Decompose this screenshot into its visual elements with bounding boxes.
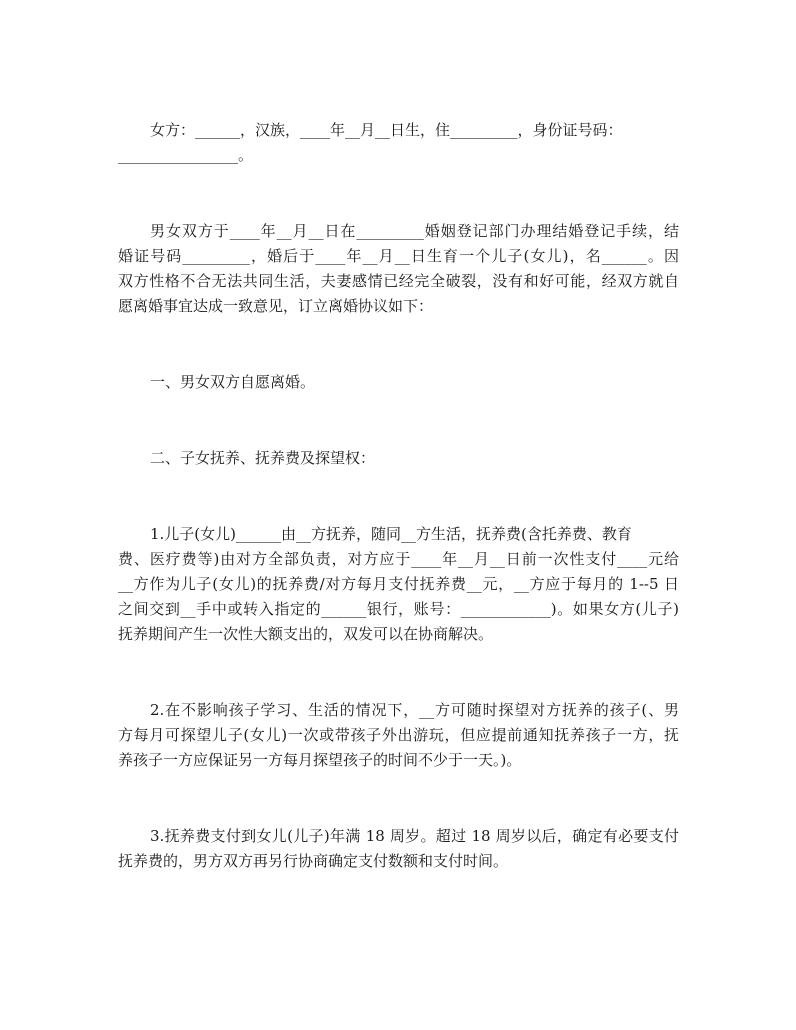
clause-heading: 二、子女抚养、抚养费及探望权： <box>150 449 376 467</box>
text-line: 费、医疗费等)由对方全部负责，对方应于____年__月__日前一次性支付____元给 <box>118 550 679 568</box>
paragraph-clause-2-1 <box>118 522 679 647</box>
text-line: 2.在不影响孩子学习、生活的情况下，__方可随时探望对方抚养的孩子(、男 <box>150 701 679 719</box>
text-line: 1.儿子(女儿)______由__方抚养，随同__方生活，抚养费(含托养费、教育 <box>150 525 632 543</box>
text-line: 养孩子一方应保证另一方每月探望孩子的时间不少于一天。)。 <box>118 751 522 769</box>
paragraph-party-female <box>118 118 679 168</box>
text-line: 女方：______，汉族，____年__月__日生，住_________，身份证号码： <box>150 121 623 139</box>
paragraph-clause-1 <box>118 370 679 395</box>
text-line: 方每月可探望儿子(女儿)一次或带孩子外出游玩，但应提前通知抚养孩子一方，抚 <box>118 726 679 744</box>
text-line: 婚证号码_________，婚后于____年__月__日生育一个儿子(女儿)，名______。因 <box>118 247 679 265</box>
paragraph-preamble <box>118 219 679 319</box>
text-line: 愿离婚事宜达成一致意见，订立离婚协议如下： <box>118 297 434 315</box>
clause-heading: 一、男女双方自愿离婚。 <box>150 373 316 391</box>
text-line: __方作为儿子(女儿)的抚养费/对方每月支付抚养费__元，__方应于每月的 1--5 日 <box>118 575 679 593</box>
text-line: 抚养期间产生一次性大额支出的，双发可以在协商解决。 <box>118 625 494 643</box>
paragraph-clause-2 <box>118 446 679 471</box>
text-line: 双方性格不合无法共同生活，夫妻感情已经完全破裂，没有和好可能，经双方就自 <box>118 272 679 290</box>
paragraph-clause-2-2 <box>118 698 679 773</box>
text-line: 3.抚养费支付到女儿(儿子)年满 18 周岁。超过 18 周岁以后，确定有必要支付 <box>150 827 679 845</box>
text-line: 男女双方于____年__月__日在_________婚姻登记部门办理结婚登记手续，结 <box>150 222 679 240</box>
text-line: ________________。 <box>118 146 254 164</box>
text-line: 抚养费的，男方双方再另行协商确定支付数额和支付时间。 <box>118 852 509 870</box>
text-line: 之间交到__手中或转入指定的______银行，账号：____________)。如果女方(儿子) <box>118 600 679 618</box>
paragraph-clause-2-3 <box>118 824 679 874</box>
